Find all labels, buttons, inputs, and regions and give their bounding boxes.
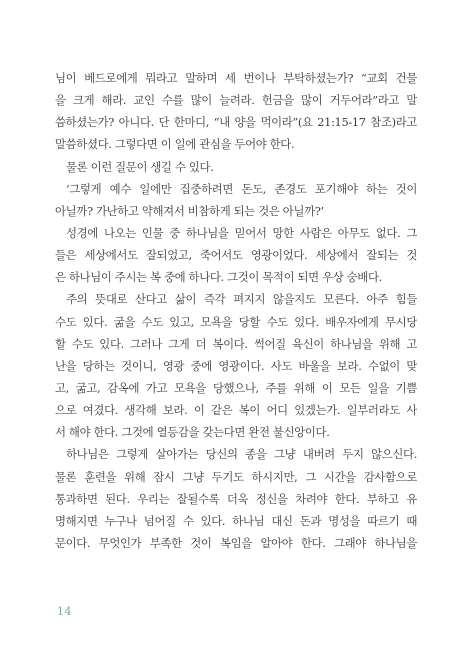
text-line: ‘그렇게 예수 일에만 집중하려면 돈도, 존경도 포기해야 하는 것이 (66, 181, 417, 196)
text-line: 말씀하셨다. 그렇다면 이 일에 관심을 두어야 한다. (55, 137, 295, 152)
text-line: 들은 세상에서도 잘되었고, 죽어서도 영광이었다. 세상에서 잘되는 것 (55, 248, 417, 263)
text-line: 명해지면 누구나 넘어질 수 있다. 하나님 대신 돈과 명성을 따르기 때 (55, 513, 417, 528)
body-text (55, 67, 417, 554)
text-line: 고, 굶고, 감옥에 가고 모욕을 당했으나, 주를 위해 이 모든 일을 기쁨 (55, 380, 417, 395)
text-line: 난을 당하는 것이니, 영광 중에 영광이다. 사도 바울을 보라. 수없이 맞 (55, 358, 417, 373)
text-line: 하나님은 그렇게 살아가는 당신의 종을 그냥 내버려 두지 않으신다. (66, 447, 417, 462)
text-line: 아닐까? 가난하고 약해져서 비참하게 되는 것은 아닐까?’ (55, 203, 324, 218)
text-line: 수도 있다. 굶을 수도 있고, 모욕을 당할 수도 있다. 배우자에게 무시당 (55, 314, 417, 329)
text-line: 할 수도 있다. 그러나 그게 더 복이다. 썩어질 육신이 하나님을 위해 고 (55, 336, 417, 351)
text-line: 을 크게 해라. 교인 수를 많이 늘려라. 헌금을 많이 거두어라”라고 말 (55, 93, 417, 108)
text-line: 성경에 나오는 인물 중 하나님을 믿어서 망한 사람은 아무도 없다. 그 (66, 225, 417, 240)
text-line: 통과하면 된다. 우리는 잘될수록 더욱 정신을 차려야 한다. 부하고 유 (55, 491, 417, 506)
text-line: 문이다. 무엇인가 부족한 것이 복임을 알아야 한다. 그래야 하나님을 (55, 535, 417, 550)
text-line: 주의 뜻대로 산다고 삶이 즉각 펴지지 않을지도 모른다. 아주 힘들 (66, 292, 417, 307)
text-line: 씀하셨는가? 아니다. 단 한마디, “내 양을 먹이라”(요 21:15-17 참조)라고 (55, 115, 417, 130)
text-line: 은 하나님이 주시는 복 중에 하나다. 그것이 목적이 되면 우상 숭배다. (55, 270, 382, 285)
text-line: 물론 이런 질문이 생길 수 있다. (66, 159, 214, 174)
page-number: 14 (57, 605, 72, 618)
text-line: 서 해야 한다. 그것에 열등감을 갖는다면 완전 불신앙이다. (55, 425, 330, 440)
text-line: 으로 여겼다. 생각해 보라. 이 같은 복이 어디 있겠는가. 일부러라도 사 (55, 403, 417, 418)
text-line: 님이 베드로에게 뭐라고 말하며 세 번이나 부탁하셨는가? “교회 건물 (55, 71, 417, 85)
text-line: 물론 훈련을 위해 잠시 그냥 두기도 하시지만, 그 시간을 감사함으로 (55, 469, 417, 484)
